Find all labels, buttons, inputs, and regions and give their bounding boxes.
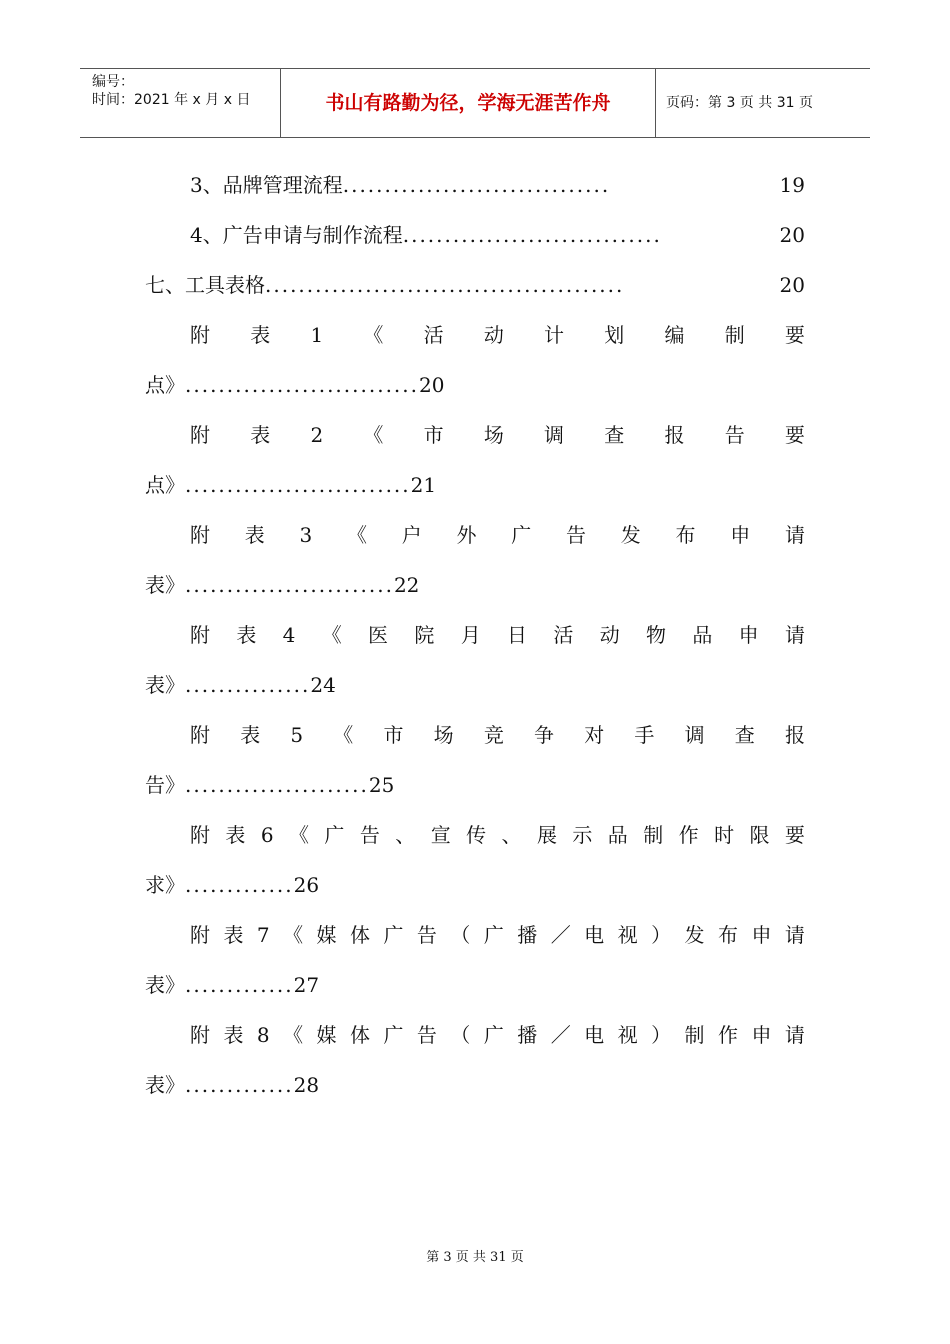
toc-appendix-8-line2[interactable] — [145, 1070, 319, 1100]
toc-leader: ............... — [185, 673, 311, 697]
toc-char: 表 — [244, 523, 265, 547]
toc-char: （ — [450, 1023, 471, 1047]
toc-char: 要 — [784, 323, 805, 347]
toc-char: 表 — [223, 1023, 244, 1047]
toc-appendix-3-line1[interactable] — [190, 520, 805, 550]
toc-char: 申 — [751, 923, 772, 947]
toc-entry[interactable] — [190, 220, 805, 250]
toc-page-number: 27 — [293, 973, 320, 997]
toc-section-entry[interactable] — [145, 270, 805, 300]
toc-char: 媒 — [316, 1023, 337, 1047]
toc-char: 场 — [483, 423, 504, 447]
toc-tail-text: 告》 — [145, 773, 185, 797]
toc-char: 播 — [517, 1023, 538, 1047]
header-motto: 书山有路勤为径，学海无涯苦作舟 — [280, 69, 656, 137]
toc-appendix-6-line2[interactable] — [145, 870, 319, 900]
toc-section-title: 七、工具表格 — [145, 273, 265, 297]
toc-tail-text: 求》 — [145, 873, 185, 897]
toc-char: 作 — [678, 823, 699, 847]
toc-char: 告 — [416, 923, 437, 947]
toc-char: 体 — [350, 923, 370, 947]
toc-char: 广 — [483, 923, 504, 947]
toc-char: 告 — [416, 1023, 437, 1047]
toc-char: 市 — [423, 423, 444, 447]
toc-char: 发 — [684, 923, 705, 947]
toc-char: 、 — [501, 823, 522, 847]
toc-char: ／ — [550, 1023, 571, 1047]
toc-char: 布 — [717, 923, 738, 947]
toc-tail-text: 表》 — [145, 1073, 185, 1097]
toc-leader: ...................... — [185, 773, 369, 797]
header-meta — [80, 69, 280, 137]
toc-appendix-4-line2[interactable] — [145, 670, 336, 700]
toc-char: 编 — [664, 323, 685, 347]
toc-tail-text: 点》 — [145, 373, 185, 397]
toc-char: 《 — [289, 823, 309, 847]
toc-char: 表 — [240, 723, 261, 747]
toc-char: 2 — [310, 423, 324, 447]
page-footer: 第 3 页 共 31 页 — [426, 1250, 524, 1265]
toc-char: 布 — [675, 523, 696, 547]
toc-char: 表 — [250, 323, 271, 347]
toc-appendix-5-line1[interactable] — [190, 720, 805, 750]
toc-char: 竞 — [483, 723, 504, 747]
toc-char: 品 — [607, 823, 628, 847]
toc-appendix-8-line1[interactable] — [190, 1020, 805, 1050]
toc-char: 宣 — [430, 823, 451, 847]
toc-char: 请 — [784, 923, 805, 947]
toc-char: 要 — [784, 423, 805, 447]
toc-char: 《 — [363, 423, 384, 447]
toc-char: 动 — [599, 623, 620, 647]
toc-appendix-7-line2[interactable] — [145, 970, 319, 1000]
toc-char: 媒 — [316, 923, 337, 947]
toc-char: （ — [450, 923, 471, 947]
toc-char: 附 — [190, 623, 210, 647]
toc-page-number: 24 — [310, 673, 336, 697]
toc-char: 计 — [544, 323, 565, 347]
toc-char: 手 — [634, 723, 655, 747]
toc-leader: ............................ — [185, 373, 420, 397]
toc-char: 查 — [604, 423, 625, 447]
toc-char: 调 — [684, 723, 705, 747]
toc-char: 活 — [423, 323, 444, 347]
toc-char: 争 — [534, 723, 555, 747]
toc-char: 广 — [383, 1023, 404, 1047]
toc-char: 查 — [734, 723, 755, 747]
toc-char: 4 — [282, 623, 296, 647]
toc-char: 表 — [223, 923, 244, 947]
toc-char: 作 — [717, 1023, 738, 1047]
toc-char: 电 — [584, 923, 605, 947]
toc-leader: ............. — [185, 973, 294, 997]
header-page-info: 页码：第 3 页 共 31 页 — [666, 95, 813, 111]
toc-page-number: 21 — [410, 473, 437, 497]
toc-char: 7 — [256, 923, 270, 947]
toc-appendix-3-line2[interactable] — [145, 570, 419, 600]
toc-appendix-1-line1[interactable] — [190, 320, 805, 350]
toc-char: 附 — [190, 923, 210, 947]
toc-char: 表 — [225, 823, 246, 847]
toc-char: 《 — [346, 523, 367, 547]
toc-char: 要 — [784, 823, 805, 847]
toc-char: 6 — [260, 823, 274, 847]
toc-char: 《 — [363, 323, 384, 347]
toc-char: 医 — [368, 623, 389, 647]
toc-char: 月 — [460, 623, 481, 647]
toc-char: 广 — [383, 923, 404, 947]
toc-char: 对 — [584, 723, 605, 747]
toc-char: 院 — [414, 623, 435, 647]
toc-char: 物 — [646, 623, 667, 647]
toc-leader: ............. — [185, 873, 294, 897]
toc-appendix-7-line1[interactable] — [190, 920, 805, 950]
toc-page-number: 19 — [779, 173, 805, 197]
toc-char: 申 — [751, 1023, 772, 1047]
toc-char: 传 — [466, 823, 487, 847]
time-label: 时间：2021 年 x 月 x 日 — [92, 92, 251, 108]
toc-char: 告 — [359, 823, 380, 847]
toc-char: 视 — [617, 923, 638, 947]
toc-char: 8 — [256, 1023, 270, 1047]
toc-char: 场 — [433, 723, 454, 747]
toc-appendix-6-line1[interactable] — [190, 820, 805, 850]
number-label: 编号： — [92, 74, 134, 90]
toc-char: 体 — [350, 1023, 370, 1047]
toc-char: 《 — [321, 623, 342, 647]
toc-leader: ................................ — [342, 173, 611, 197]
toc-char: 、 — [395, 823, 416, 847]
toc-char: 调 — [544, 423, 565, 447]
toc-char: 时 — [714, 823, 735, 847]
toc-char: 制 — [724, 323, 745, 347]
toc-char: 附 — [190, 1023, 210, 1047]
toc-tail-text: 表》 — [145, 973, 185, 997]
toc-appendix-1-line2[interactable] — [145, 370, 444, 400]
toc-char: 发 — [620, 523, 641, 547]
toc-char: 附 — [190, 823, 210, 847]
toc-leader: ......................... — [185, 573, 394, 597]
toc-leader: ........................... — [185, 473, 411, 497]
toc-char: 报 — [664, 423, 685, 447]
toc-appendix-5-line2[interactable] — [145, 770, 394, 800]
toc-char: 视 — [617, 1023, 638, 1047]
toc-tail-text: 点》 — [145, 473, 185, 497]
toc-page-number: 20 — [779, 223, 805, 247]
toc-page-number: 20 — [419, 373, 445, 397]
toc-char: ） — [651, 1023, 672, 1047]
toc-char: 表 — [250, 423, 271, 447]
toc-appendix-2-line2[interactable] — [145, 470, 436, 500]
toc-char: ） — [651, 923, 672, 947]
toc-char: 5 — [290, 723, 304, 747]
toc-appendix-4-line1[interactable] — [190, 620, 805, 650]
toc-entry-title: 3、品牌管理流程 — [190, 173, 343, 197]
toc-char: 附 — [190, 323, 210, 347]
toc-char: 品 — [692, 623, 713, 647]
toc-char: 附 — [190, 523, 210, 547]
toc-char: 市 — [383, 723, 404, 747]
toc-appendix-2-line1[interactable] — [190, 420, 805, 450]
toc-char: 请 — [784, 1023, 805, 1047]
toc-char: 申 — [730, 523, 751, 547]
toc-page-number: 20 — [779, 273, 805, 297]
toc-char: 示 — [572, 823, 593, 847]
toc-char: 表 — [236, 623, 257, 647]
toc-char: 播 — [517, 923, 538, 947]
toc-char: 限 — [749, 823, 770, 847]
toc-char: 外 — [456, 523, 477, 547]
toc-char: 请 — [785, 623, 805, 647]
page-header — [80, 68, 870, 138]
toc-char: 广 — [324, 823, 345, 847]
toc-page-number: 22 — [393, 573, 420, 597]
toc-char: 1 — [310, 323, 324, 347]
toc-char: 日 — [507, 623, 528, 647]
toc-page-number: 28 — [293, 1073, 320, 1097]
toc-char: 活 — [553, 623, 574, 647]
toc-char: 广 — [483, 1023, 504, 1047]
toc-char: 广 — [511, 523, 532, 547]
toc-page-number: 25 — [368, 773, 395, 797]
toc-tail-text: 表》 — [145, 573, 185, 597]
toc-char: 附 — [190, 423, 210, 447]
toc-char: 3 — [299, 523, 313, 547]
toc-char: 展 — [536, 823, 557, 847]
toc-char: 《 — [283, 923, 304, 947]
toc-char: 电 — [584, 1023, 605, 1047]
toc-leader: ............................... — [402, 223, 662, 247]
toc-char: 制 — [684, 1023, 705, 1047]
toc-entry[interactable] — [190, 170, 805, 200]
toc-char: 户 — [401, 523, 422, 547]
toc-char: ／ — [550, 923, 571, 947]
toc-char: 动 — [483, 323, 504, 347]
toc-char: 请 — [784, 523, 805, 547]
toc-char: 《 — [333, 723, 354, 747]
toc-char: 告 — [565, 523, 586, 547]
toc-page-number: 26 — [293, 873, 320, 897]
toc-leader: ............. — [185, 1073, 294, 1097]
toc-tail-text: 表》 — [145, 673, 185, 697]
toc-char: 申 — [738, 623, 759, 647]
toc-char: 划 — [604, 323, 625, 347]
toc-leader: ........................................... — [265, 273, 625, 297]
toc-char: 《 — [283, 1023, 304, 1047]
toc-char: 制 — [643, 823, 664, 847]
toc-char: 报 — [784, 723, 805, 747]
toc-char: 附 — [190, 723, 210, 747]
toc-entry-title: 4、广告申请与制作流程 — [190, 223, 403, 247]
toc-char: 告 — [724, 423, 745, 447]
